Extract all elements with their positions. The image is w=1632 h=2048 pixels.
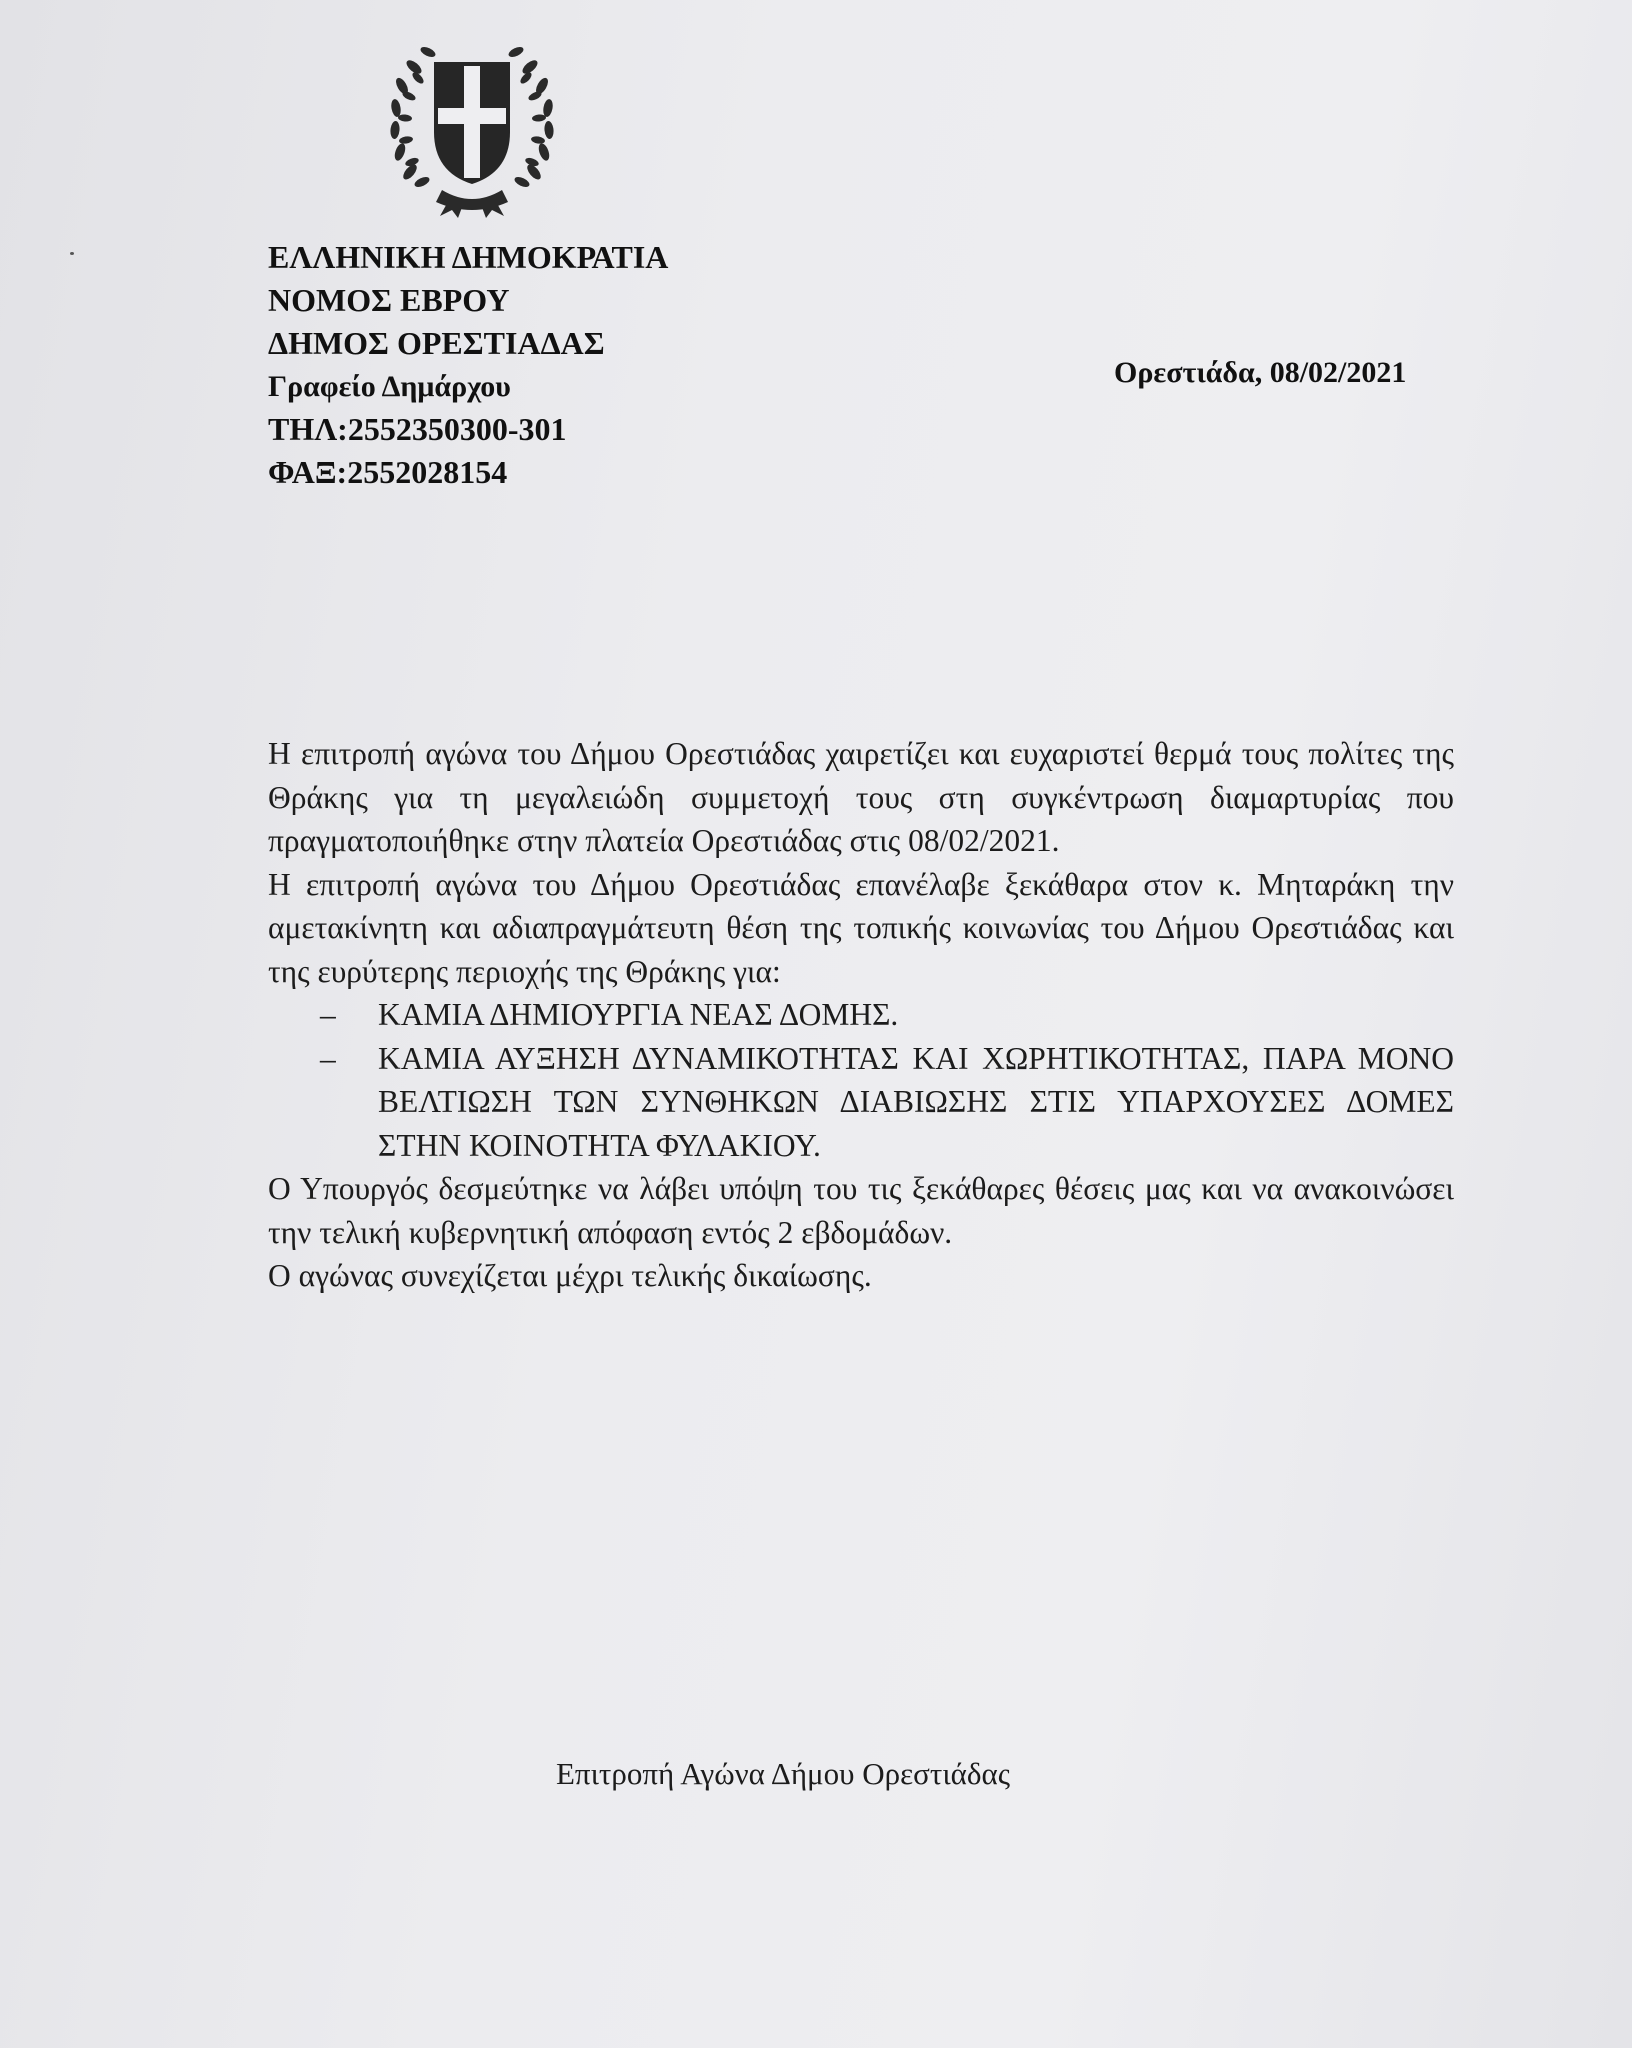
body-paragraph-2: Η επιτροπή αγώνα του Δήμου Ορεστιάδας επανέλαβε ξεκάθαρα στον κ. Μηταράκη την αμετακίνητη και αδιαπραγμάτευτη θέση της τοπικής κοινωνίας του Δήμου Ορεστιάδας και της ευρύτερης περιοχής της Θράκης για: (268, 866, 1454, 989)
letterhead-fax: ΦΑΞ:2552028154 (268, 454, 508, 490)
letterhead (268, 236, 668, 494)
list-item (320, 1037, 1454, 1168)
demands-list (268, 993, 1454, 1167)
dash-bullet: – (320, 997, 336, 1032)
list-item-text: ΚΑΜΙΑ ΑΥΞΗΣΗ ΔΥΝΑΜΙΚΟΤΗΤΑΣ ΚΑΙ ΧΩΡΗΤΙΚΟΤΗΤΑΣ, ΠΑΡΑ ΜΟΝΟ ΒΕΛΤΙΩΣΗ ΤΩΝ ΣΥΝΘΗΚΩΝ ΔΙΑΒΙΩΣΗΣ ΣΤΙΣ ΥΠΑΡΧΟΥΣΕΣ ΔΟΜΕΣ ΣΤΗΝ ΚΟΙΝΟΤΗΤΑ ΦΥΛΑΚΙΟΥ. (378, 1040, 1454, 1163)
document-date: Ορεστιάδα, 08/02/2021 (1114, 356, 1407, 389)
letterhead-municipality: ΔΗΜΟΣ ΟΡΕΣΤΙΑΔΑΣ (268, 325, 605, 361)
list-item (320, 993, 1454, 1037)
letterhead-phone: ΤΗΛ:2552350300-301 (268, 411, 567, 447)
body-paragraph-1: Η επιτροπή αγώνα του Δήμου Ορεστιάδας χαιρετίζει και ευχαριστεί θερμά τους πολίτες της Θράκης για τη μεγαλειώδη συμμετοχή τους στη συγκέντρωση διαμαρτυρίας που πραγματοποιήθηκε στην πλατεία Ορεστιάδας στις 08/02/2021. (268, 736, 1454, 858)
paper-speck (70, 252, 74, 255)
signature: Επιτροπή Αγώνα Δήμου Ορεστιάδας (556, 1756, 1011, 1791)
list-item-text: ΚΑΜΙΑ ΔΗΜΙΟΥΡΓΙΑ ΝΕΑΣ ΔΟΜΗΣ. (378, 997, 899, 1032)
body-paragraph-4: Ο αγώνας συνεχίζεται μέχρι τελικής δικαίωσης. (268, 1258, 872, 1293)
dash-bullet: – (320, 1040, 336, 1076)
body-paragraph-3: Ο Υπουργός δεσμεύτηκε να λάβει υπόψη του τις ξεκάθαρες θέσεις μας και να ανακοινώσει την τελική κυβερνητική απόφαση εντός 2 εβδομάδων. (268, 1171, 1454, 1250)
letterhead-country: ΕΛΛΗΝΙΚΗ ΔΗΜΟΚΡΑΤΙΑ (268, 239, 669, 275)
letterhead-prefecture: ΝΟΜΟΣ ΕΒΡΟΥ (268, 282, 510, 318)
letter-body (268, 732, 1454, 1298)
letterhead-office: Γραφείο Δημάρχου (268, 370, 511, 403)
greek-coat-of-arms-icon (372, 22, 572, 222)
